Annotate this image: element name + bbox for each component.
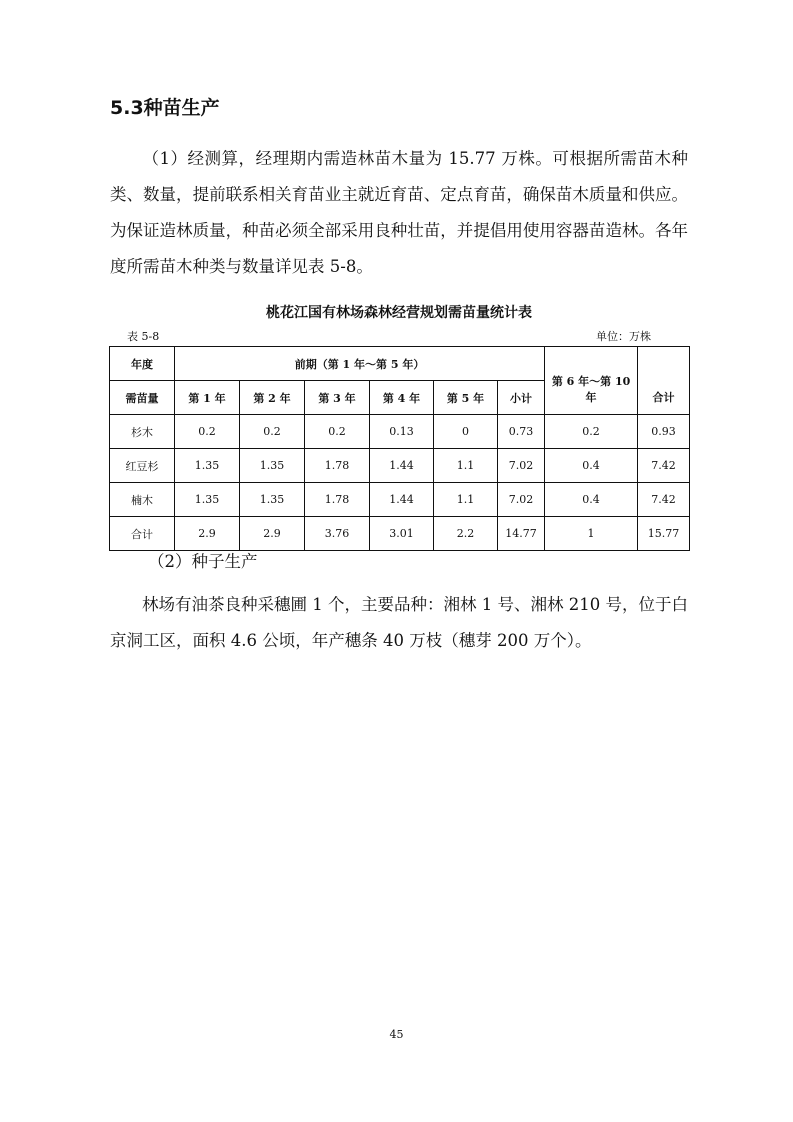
paragraph-seedling-demand — [110, 141, 688, 285]
header-subtotal: 小计 — [498, 381, 545, 415]
table-row — [110, 449, 690, 483]
row-name: 楠木 — [110, 483, 175, 517]
cell-total: 0.93 — [638, 415, 690, 449]
cell-year2: 1.35 — [240, 483, 305, 517]
cell-year4: 0.13 — [370, 415, 434, 449]
cell-year3: 0.2 — [305, 415, 370, 449]
cell-year2: 1.35 — [240, 449, 305, 483]
header-year1: 第 1 年 — [175, 381, 240, 415]
cell-year1: 0.2 — [175, 415, 240, 449]
cell-year4: 1.44 — [370, 483, 434, 517]
cell-year5: 1.1 — [434, 483, 498, 517]
header-total: 合计 — [638, 347, 690, 415]
seedling-stats-table — [109, 346, 690, 551]
section-heading: 5.3种苗生产 — [110, 97, 220, 119]
cell-year5: 2.2 — [434, 517, 498, 551]
cell-year1: 2.9 — [175, 517, 240, 551]
cell-year2: 0.2 — [240, 415, 305, 449]
cell-year4: 1.44 — [370, 449, 434, 483]
paragraph-seed-production-text: 林场有油茶良种采穗圃 1 个，主要品种：湘林 1 号、湘林 210 号，位于白京洞工区，面积 4.6 公顷，年产穗条 40 万枝（穗芽 200 万个）。 — [110, 595, 688, 650]
cell-total: 15.77 — [638, 517, 690, 551]
cell-year2: 2.9 — [240, 517, 305, 551]
table-unit: 单位：万株 — [596, 330, 651, 343]
cell-subtotal: 14.77 — [498, 517, 545, 551]
table-number: 表 5-8 — [127, 330, 160, 343]
table-row-total — [110, 517, 690, 551]
table-row — [110, 483, 690, 517]
cell-year4: 3.01 — [370, 517, 434, 551]
cell-later: 1 — [545, 517, 638, 551]
cell-subtotal: 7.02 — [498, 483, 545, 517]
cell-year3: 1.78 — [305, 449, 370, 483]
header-corner-bottom: 需苗量 — [110, 381, 175, 415]
header-year2: 第 2 年 — [240, 381, 305, 415]
row-name: 杉木 — [110, 415, 175, 449]
sub-heading-seed-production: （2）种子生产 — [148, 552, 258, 571]
header-corner-top: 年度 — [110, 347, 175, 381]
table-row — [110, 415, 690, 449]
cell-subtotal: 0.73 — [498, 415, 545, 449]
cell-later: 0.2 — [545, 415, 638, 449]
cell-total: 7.42 — [638, 483, 690, 517]
cell-year5: 1.1 — [434, 449, 498, 483]
cell-year3: 3.76 — [305, 517, 370, 551]
cell-total: 7.42 — [638, 449, 690, 483]
row-name: 红豆杉 — [110, 449, 175, 483]
cell-later: 0.4 — [545, 449, 638, 483]
paragraph-seed-production — [110, 587, 688, 659]
cell-year1: 1.35 — [175, 483, 240, 517]
cell-year1: 1.35 — [175, 449, 240, 483]
header-year3: 第 3 年 — [305, 381, 370, 415]
table-title: 桃花江国有林场森林经营规划需苗量统计表 — [266, 305, 532, 321]
paragraph-seedling-demand-text: （1）经测算，经理期内需造林苗木量为 15.77 万株。可根据所需苗木种类、数量，提前联系相关育苗业主就近育苗、定点育苗，确保苗木质量和供应。为保证造林质量，种苗必须全部采用良种壮苗，并提倡用使用容器苗造林。各年度所需苗木种类与数量详见表 5-8。 — [110, 149, 688, 276]
header-year5: 第 5 年 — [434, 381, 498, 415]
row-name: 合计 — [110, 517, 175, 551]
cell-year5: 0 — [434, 415, 498, 449]
header-later-period: 第 6 年～第 10 年 — [545, 347, 638, 415]
header-early-period: 前期（第 1 年～第 5 年） — [175, 347, 545, 381]
header-year4: 第 4 年 — [370, 381, 434, 415]
page-number: 45 — [389, 1028, 404, 1041]
cell-later: 0.4 — [545, 483, 638, 517]
cell-subtotal: 7.02 — [498, 449, 545, 483]
table-header-row-1 — [110, 347, 690, 381]
cell-year3: 1.78 — [305, 483, 370, 517]
